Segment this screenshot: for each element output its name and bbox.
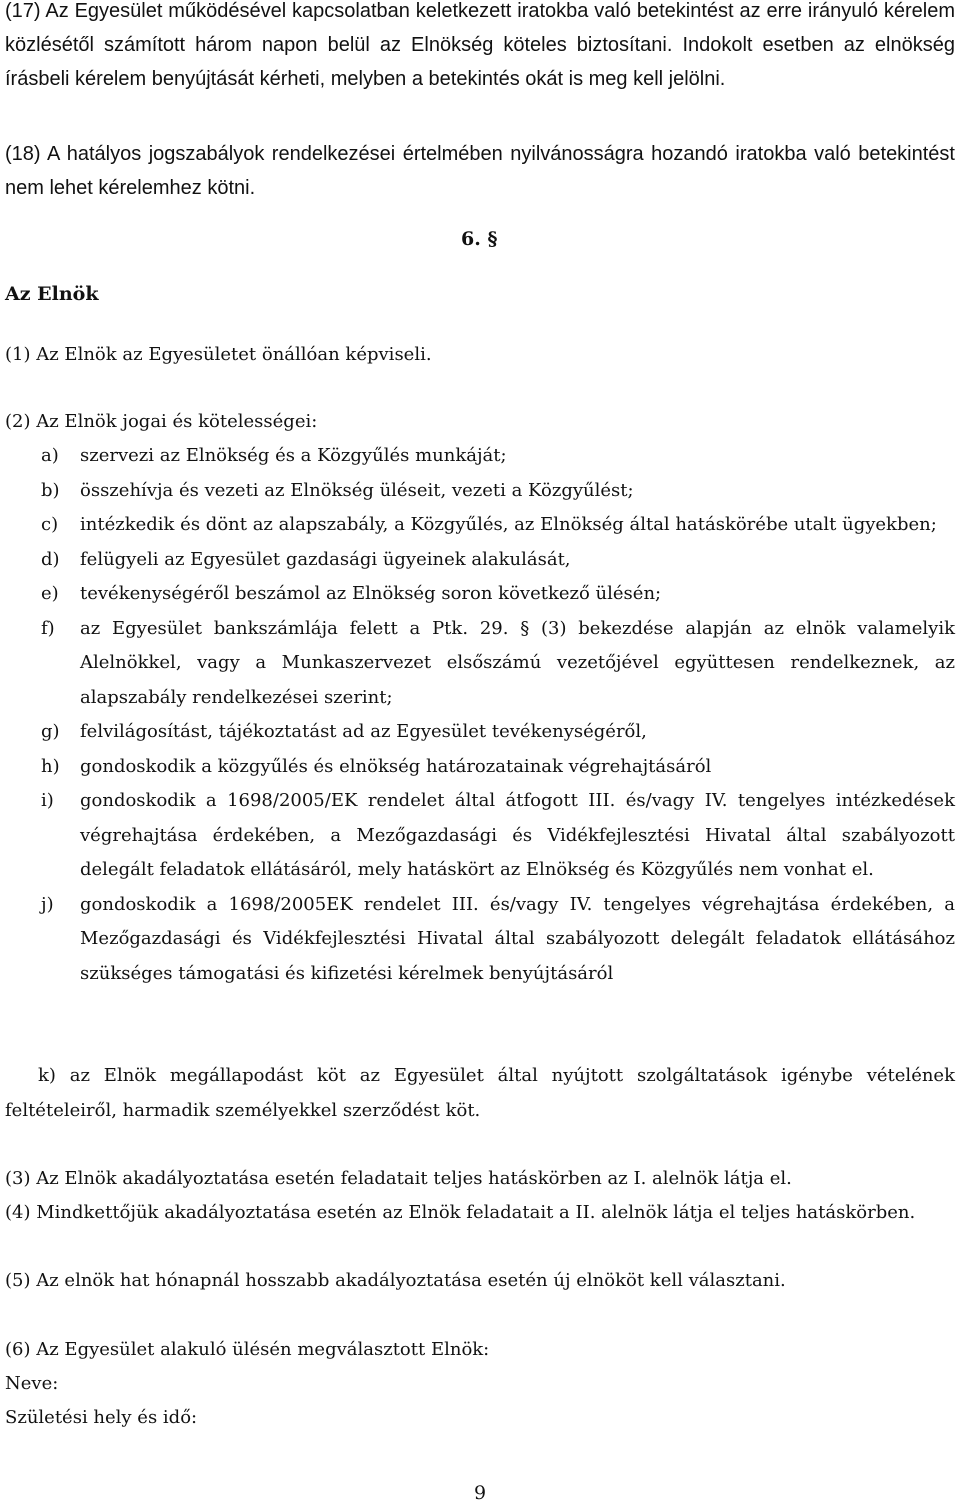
paragraph-4: (4) Mindkettőjük akadályoztatása esetén az Elnök feladatait a II. alelnök látja el teljes hatáskörben.	[5, 1202, 916, 1223]
paragraph-5: (5) Az elnök hat hónapnál hosszabb akadályoztatása esetén új elnököt kell választani.	[5, 1270, 786, 1291]
list-item	[5, 508, 955, 543]
paragraph-17: (17) Az Egyesület működésével kapcsolatban keletkezett iratokba való betekintést az erre irányuló kérelem közlésétől számított három napon belül az Elnökség köteles biztosítani. Indokolt esetben az elnökség írásbeli kérelem benyújtását kérheti, melyben a betekintés okát is meg kell jelölni.	[5, 0, 955, 90]
list-item-text: intézkedik és dönt az alapszabály, a Közgyűlés, az Elnökség által hatáskörébe utalt ügyekben;	[80, 514, 937, 535]
list-item-text: az Egyesület bankszámlája felett a Ptk. 29. § (3) bekezdése alapján az elnök valamelyik Alelnökkel, vagy a Munkaszervezet elsőszámú vezetőjével együttesen rendelkeznek, az alapszabály rendelkezései szerint;	[80, 617, 955, 708]
list-item-text: szervezi az Elnökség és a Közgyűlés munkáját;	[80, 445, 507, 466]
list-item	[5, 750, 955, 785]
paragraph-18: (18) A hatályos jogszabályok rendelkezései értelmében nyilvánosságra hozandó iratokba való betekintést nem lehet kérelemhez kötni.	[5, 143, 955, 199]
paragraph-1: (1) Az Elnök az Egyesületet önállóan képviseli.	[5, 344, 432, 365]
list-marker: g)	[41, 721, 60, 742]
list-item-text: tevékenységéről beszámol az Elnökség soron következő ülésén;	[80, 583, 662, 604]
list-marker: c)	[41, 514, 59, 535]
paragraph-6: (6) Az Egyesület alakuló ülésén megválasztott Elnök:	[5, 1339, 490, 1360]
list-item	[5, 577, 955, 612]
list-marker: e)	[41, 583, 59, 604]
list-item	[5, 784, 955, 888]
list-item	[5, 715, 955, 750]
list-item	[5, 543, 955, 578]
list-marker: b)	[41, 479, 60, 501]
list-marker: a)	[41, 445, 59, 466]
birth-label: Születési hely és idő:	[5, 1407, 198, 1428]
paragraph-3: (3) Az Elnök akadályoztatása esetén feladatait teljes hatáskörben az I. alelnök látja el.	[5, 1168, 792, 1189]
list-marker: j)	[41, 893, 54, 915]
list-marker: d)	[41, 548, 60, 570]
list-item-text: összehívja és vezeti az Elnökség üléseit, vezeti a Közgyűlést;	[80, 479, 634, 501]
duties-list	[5, 439, 955, 991]
list-item-text: felügyeli az Egyesület gazdasági ügyeinek alakulását,	[80, 548, 571, 570]
duty-k: k) az Elnök megállapodást köt az Egyesület által nyújtott szolgáltatások igénybe vételének feltételeiről, harmadik személyekkel szerződést köt.	[5, 1065, 955, 1121]
list-marker: f)	[41, 617, 55, 639]
paragraph-2-intro: (2) Az Elnök jogai és kötelességei:	[5, 411, 318, 432]
list-item	[5, 474, 955, 509]
list-item	[5, 888, 955, 992]
name-label: Neve:	[5, 1373, 59, 1394]
list-marker: h)	[41, 755, 60, 777]
section-title: Az Elnök	[5, 283, 99, 305]
list-marker: i)	[41, 790, 54, 811]
list-item	[5, 612, 955, 716]
list-item-text: felvilágosítást, tájékoztatást ad az Egyesület tevékenységéről,	[80, 721, 647, 742]
section-number: 6. §	[461, 228, 498, 250]
list-item-text: gondoskodik a közgyűlés és elnökség határozatainak végrehajtásáról	[80, 755, 712, 777]
page-number: 9	[473, 1482, 487, 1504]
list-item-text: gondoskodik a 1698/2005EK rendelet III. és/vagy IV. tengelyes végrehajtása érdekében, a Mezőgazdasági és Vidékfejlesztési Hivatal által szabályozott delegált feladatok ellátásához szükséges támogatási és kifizetési kérelmek benyújtásáról	[80, 893, 955, 984]
list-item-text: gondoskodik a 1698/2005/EK rendelet által átfogott III. és/vagy IV. tengelyes intézkedések végrehajtása érdekében, a Mezőgazdasági és Vidékfejlesztési Hivatal által szabályozott delegált feladatok ellátásáról, mely hatáskört az Elnökség és Közgyűlés nem vonhat el.	[80, 790, 955, 880]
list-item	[5, 439, 955, 474]
